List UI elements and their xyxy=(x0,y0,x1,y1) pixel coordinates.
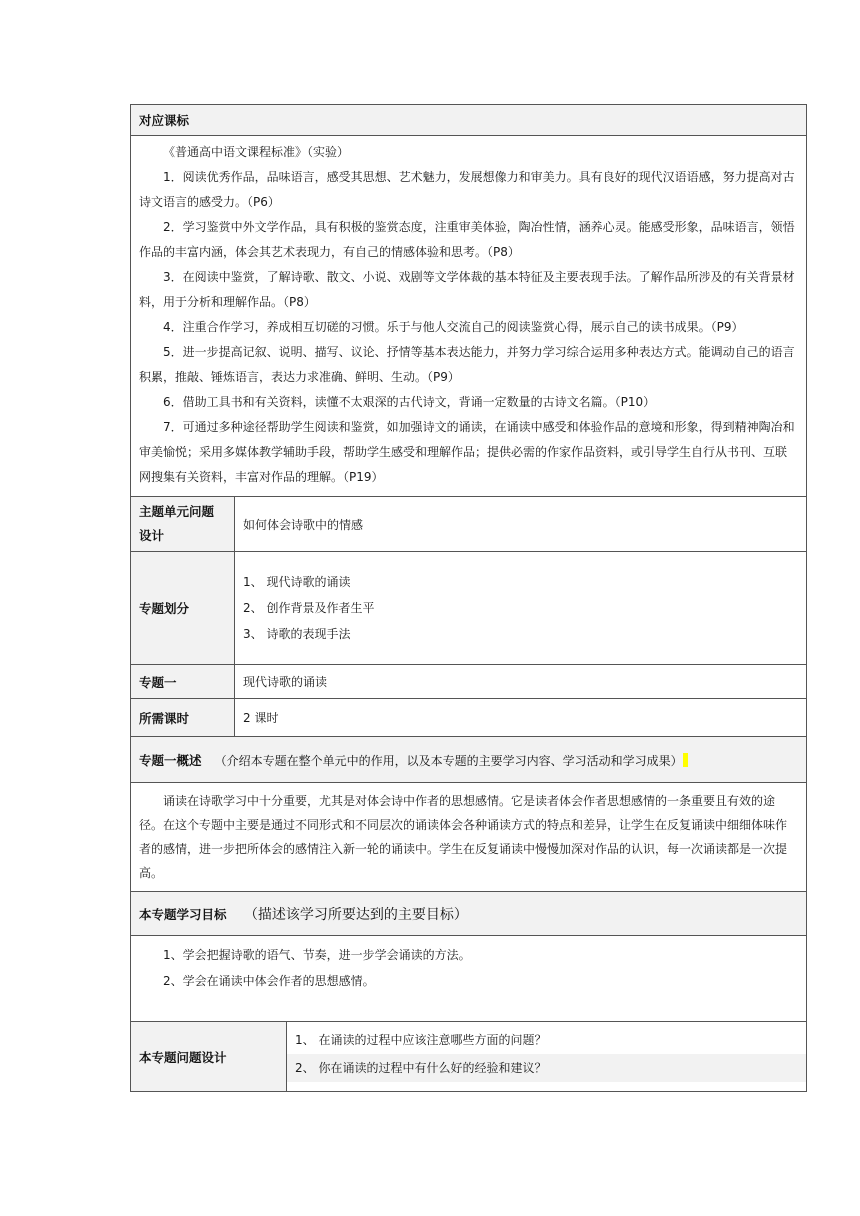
overview-content xyxy=(131,783,807,892)
standards-content xyxy=(131,136,807,497)
question-item-2: 2、 你在诵读的过程中有什么好的经验和建议？ xyxy=(287,1054,806,1082)
questions-label: 本专题问题设计 xyxy=(131,1022,287,1092)
standard-item-2: 2．学习鉴赏中外文学作品，具有积极的鉴赏态度，注重审美体验，陶冶性情，涵养心灵。能感受形象，品味语言，领悟作品的丰富内涵，体会其艺术表现力，有自己的情感体验和思考。（P8） xyxy=(139,220,795,259)
goals-label: 本专题学习目标 xyxy=(139,906,227,922)
unit-question-value: 如何体会诗歌中的情感 xyxy=(235,497,807,552)
hours-label: 所需课时 xyxy=(131,699,235,737)
standard-item-3: 3．在阅读中鉴赏，了解诗歌、散文、小说、戏剧等文学体裁的基本特征及主要表现手法。了解作品所涉及的有关背景材料，用于分析和理解作品。（P8） xyxy=(139,270,795,309)
questions-list xyxy=(287,1022,807,1092)
standard-item-1: 1．阅读优秀作品，品味语言，感受其思想、艺术魅力，发展想像力和审美力。具有良好的现代汉语语感，努力提高对古诗文语言的感受力。（P6） xyxy=(139,170,795,209)
overview-label: 专题一概述 xyxy=(139,752,202,768)
standard-item-4: 4．注重合作学习，养成相互切磋的习惯。乐于与他人交流自己的阅读鉴赏心得，展示自己的读书成果。（P9） xyxy=(163,320,744,334)
lesson-plan-table xyxy=(130,104,807,1092)
overview-header xyxy=(131,737,807,783)
hours-value: 2 课时 xyxy=(235,699,807,737)
division-item-3: 3、 诗歌的表现手法 xyxy=(243,627,351,641)
goals-header xyxy=(131,892,807,936)
goals-content xyxy=(131,936,807,1022)
standards-title: 《普通高中语文课程标准》（实验） xyxy=(163,145,350,159)
division-label: 专题划分 xyxy=(131,552,235,665)
division-item-2: 2、 创作背景及作者生平 xyxy=(243,601,375,615)
highlight-mark xyxy=(683,753,688,767)
goals-note: （描述该学习所要达到的主要目标） xyxy=(243,906,468,923)
goal-item-1: 1、学会把握诗歌的语气、节奏，进一步学会诵读的方法。 xyxy=(163,948,471,962)
standard-item-5: 5．进一步提高记叙、说明、描写、议论、抒情等基本表达能力，并努力学习综合运用多种表达方式。能调动自己的语言积累，推敲、锤炼语言，表达力求准确、鲜明、生动。（P9） xyxy=(139,345,795,384)
goal-item-2: 2、学会在诵读中体会作者的思想感情。 xyxy=(163,974,375,988)
standard-item-6: 6．借助工具书和有关资料，读懂不太艰深的古代诗文，背诵一定数量的古诗文名篇。（P10） xyxy=(163,395,656,409)
overview-note: （介绍本专题在整个单元中的作用，以及本专题的主要学习内容、学习活动和学习成果） xyxy=(214,753,683,768)
topic-one-label: 专题一 xyxy=(131,665,235,699)
overview-text: 诵读在诗歌学习中十分重要，尤其是对体会诗中作者的思想感情。它是读者体会作者思想感情的一条重要且有效的途径。在这个专题中主要是通过不同形式和不同层次的诵读体会各种诵读方式的特点和差异，让学生在反复诵读中细细体味作者的感情，进一步把所体会的感情注入新一轮的诵读中。学生在反复诵读中慢慢加深对作品的认识，每一次诵读都是一次提高。 xyxy=(139,794,788,880)
lesson-plan-sheet xyxy=(130,104,806,1092)
question-item-1: 1、 在诵读的过程中应该注意哪些方面的问题？ xyxy=(295,1033,547,1047)
unit-question-label: 主题单元问题设计 xyxy=(131,497,235,552)
standard-item-7: 7．可通过多种途径帮助学生阅读和鉴赏，如加强诗文的诵读，在诵读中感受和体验作品的意境和形象，得到精神陶冶和审美愉悦；采用多媒体教学辅助手段，帮助学生感受和理解作品；提供必需的作家作品资料，或引导学生自行从书刊、互联网搜集有关资料，丰富对作品的理解。（P19） xyxy=(139,420,795,484)
standards-header: 对应课标 xyxy=(131,105,807,136)
division-list xyxy=(235,552,807,665)
division-item-1: 1、 现代诗歌的诵读 xyxy=(243,575,351,589)
topic-one-value: 现代诗歌的诵读 xyxy=(235,665,807,699)
